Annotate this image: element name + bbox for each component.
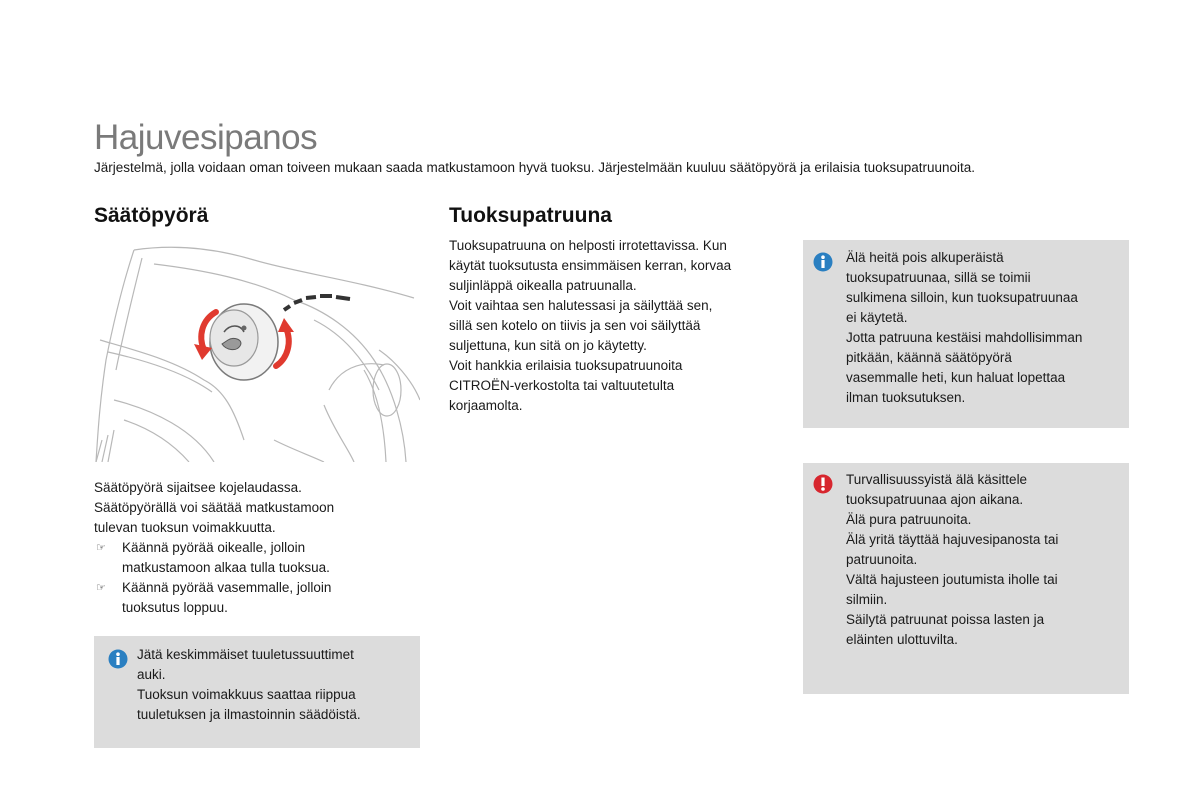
text-line: Tuoksupatruuna on helposti irrotettavissa. Kun — [449, 238, 727, 253]
right-info-note — [803, 240, 1129, 428]
note-line: Jotta patruuna kestäisi mahdollisimman — [846, 330, 1083, 345]
bullet-item — [94, 538, 420, 578]
note-line: patruunoita. — [846, 552, 918, 567]
note-line: sulkimena silloin, kun tuoksupatruunaa — [846, 290, 1078, 305]
note-line: Säilytä patruunat poissa lasten ja — [846, 612, 1045, 627]
bullet-line: Käännä pyörää oikealle, jolloin — [122, 540, 306, 555]
pointing-hand-icon: ☞ — [96, 542, 106, 554]
left-info-note — [94, 636, 420, 748]
bullet-item — [94, 578, 420, 618]
info-icon — [813, 252, 833, 272]
text-line: käytät tuoksutusta ensimmäisen kerran, korvaa — [449, 258, 732, 273]
page-title: Hajuvesipanos — [94, 118, 318, 157]
note-line: eläinten ulottuvilta. — [846, 632, 958, 647]
text-line: Säätöpyörällä voi säätää matkustamoon — [94, 500, 335, 515]
text-line: tulevan tuoksun voimakkuutta. — [94, 520, 276, 535]
text-line: Voit hankkia erilaisia tuoksupatruunoita — [449, 358, 683, 373]
control-wheel-illustration — [94, 240, 420, 462]
text-line: CITROËN-verkostolta tai valtuutetulta — [449, 378, 675, 393]
bullet-line: Käännä pyörää vasemmalle, jolloin — [122, 580, 332, 595]
heading-tuoksupatruuna: Tuoksupatruuna — [449, 204, 612, 227]
middle-description — [449, 236, 779, 416]
warning-icon — [813, 474, 833, 494]
note-line: ilman tuoksutuksen. — [846, 390, 966, 405]
note-line: auki. — [137, 667, 166, 682]
note-line: ei käytetä. — [846, 310, 908, 325]
left-description — [94, 478, 420, 618]
info-icon — [108, 649, 128, 669]
text-line: suljettuna, kun sitä on jo käytetty. — [449, 338, 647, 353]
note-line: Tuoksun voimakkuus saattaa riippua — [137, 687, 356, 702]
note-line: Älä yritä täyttää hajuvesipanosta tai — [846, 532, 1059, 547]
note-line: Jätä keskimmäiset tuuletussuuttimet — [137, 647, 354, 662]
text-line: Voit vaihtaa sen halutessasi ja säilyttää sen, — [449, 298, 713, 313]
intro-text: Järjestelmä, jolla voidaan oman toiveen mukaan saada matkustamoon hyvä tuoksu. Järjestelmään kuuluu säätöpyörä ja erilaisia tuoksupatruunoita. — [94, 160, 976, 175]
bullet-list — [94, 538, 420, 618]
text-line: suljinläppä oikealla patruunalla. — [449, 278, 637, 293]
note-line: tuoksupatruunaa, sillä se toimii — [846, 270, 1031, 285]
note-line: Turvallisuussyistä älä käsittele — [846, 472, 1028, 487]
note-line: pitkään, käännä säätöpyörä — [846, 350, 1012, 365]
note-line: Älä heitä pois alkuperäistä — [846, 250, 1004, 265]
pointing-hand-icon: ☞ — [96, 582, 106, 594]
text-line: sillä sen kotelo on tiivis ja sen voi säilyttää — [449, 318, 701, 333]
text-line: Säätöpyörä sijaitsee kojelaudassa. — [94, 480, 302, 495]
bullet-line: matkustamoon alkaa tulla tuoksua. — [122, 560, 330, 575]
note-line: tuoksupatruunaa ajon aikana. — [846, 492, 1024, 507]
bullet-line: tuoksutus loppuu. — [122, 600, 228, 615]
note-line: silmiin. — [846, 592, 888, 607]
note-line: Vältä hajusteen joutumista iholle tai — [846, 572, 1058, 587]
text-line: korjaamolta. — [449, 398, 523, 413]
note-line: tuuletuksen ja ilmastoinnin säädöistä. — [137, 707, 361, 722]
note-line: vasemmalle heti, kun haluat lopettaa — [846, 370, 1066, 385]
heading-saatopyora: Säätöpyörä — [94, 204, 209, 227]
right-warning-note — [803, 463, 1129, 694]
note-line: Älä pura patruunoita. — [846, 512, 972, 527]
